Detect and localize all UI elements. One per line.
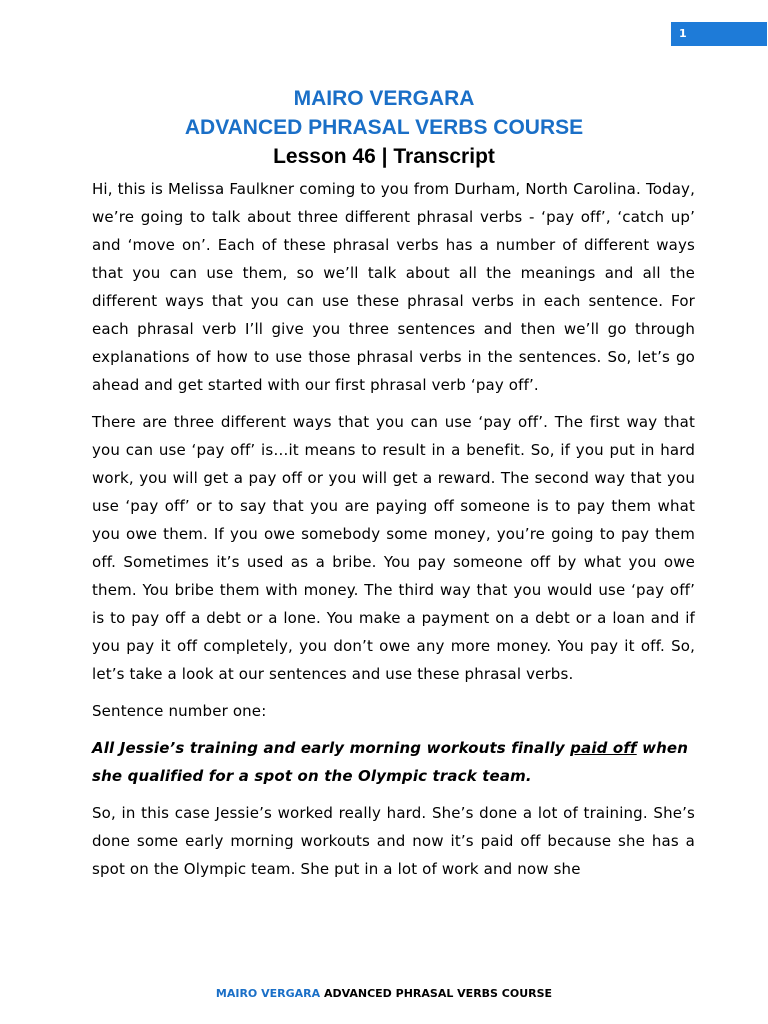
pay-off-explanation-paragraph: There are three different ways that you can use ‘pay off’. The first way that you can use ‘pay off’ is…it means to result in a benefit. So, if you put in hard work, you will get a pay off or you will get a reward. The second way that you use ‘pay off’ or to say that you are paying off someone is to pay them what you owe them. If you owe somebody some money, you’re going to pay them off. Sometimes it’s used as a bribe. You pay someone off by what you owe them. You bribe them with money. The third way that you would use ‘pay off’ is to pay off a debt or a lone. You make a payment on a debt or a loan and if you pay it off completely, you don’t owe any more money. You pay it off. So, let’s take a look at our sentences and use these phrasal verbs. <box>92 413 695 683</box>
lesson-title: Lesson 46 | Transcript <box>273 145 495 168</box>
phrasal-verb-highlight: paid off <box>570 739 637 757</box>
example-sentence-start: All Jessie’s training and early morning workouts finally <box>92 739 571 757</box>
document-footer <box>0 987 768 1000</box>
sentence-explanation-paragraph: So, in this case Jessie’s worked really hard. She’s done a lot of training. She’s done some early morning workouts and now it’s paid off because she has a spot on the Olympic team. She put in a lot of work and now she <box>92 804 695 878</box>
sentence-number-heading: Sentence number one: <box>92 702 267 720</box>
example-sentence <box>92 734 695 790</box>
intro-paragraph: Hi, this is Melissa Faulkner coming to you from Durham, North Carolina. Today, we’re going to talk about three different phrasal verbs - ‘pay off’, ‘catch up’ and ‘move on’. Each of these phrasal verbs has a number of different ways that you can use them, so we’ll talk about all the meanings and all the different ways that you can use these phrasal verbs in each sentence. For each phrasal verb I’ll give you three sentences and then we’ll go through explanations of how to use those phrasal verbs in the sentences. So, let’s go ahead and get started with our first phrasal verb ‘pay off’. <box>92 180 695 394</box>
course-title: ADVANCED PHRASAL VERBS COURSE <box>184 116 584 139</box>
document-header <box>0 84 768 172</box>
example-sentence-end: when she qualified for a spot on the Olympic track team. <box>92 739 689 785</box>
footer-brand: MAIRO VERGARA <box>215 987 321 1000</box>
footer-course-name: ADVANCED PHRASAL VERBS COURSE <box>320 987 553 1000</box>
transcript-body <box>92 175 695 892</box>
author-title: MAIRO VERGARA <box>293 87 475 110</box>
page-number-badge: 1 <box>671 22 767 46</box>
